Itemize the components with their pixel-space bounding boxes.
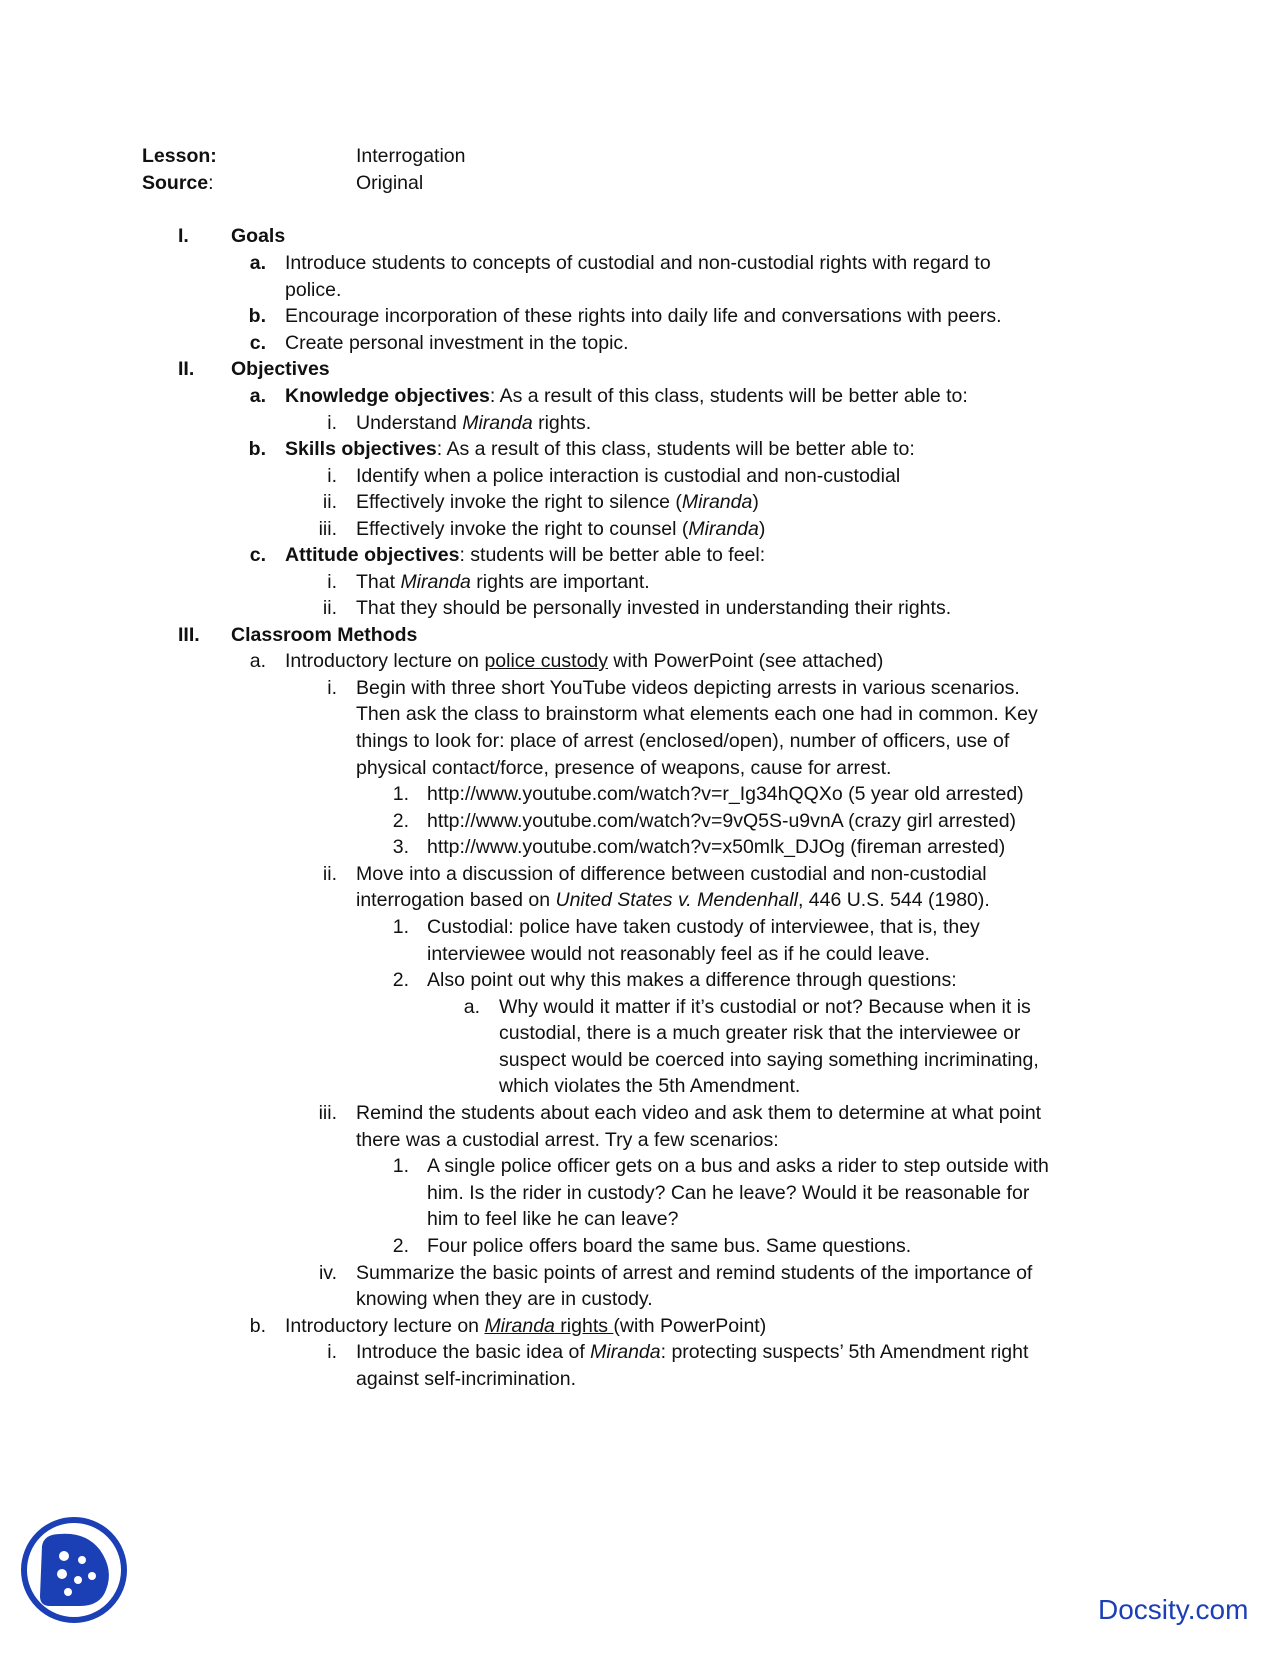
methods-a-ii-line2-post: , 446 U.S. 544 (1980). [797, 889, 990, 911]
methods-a-iii-1-line2: him. Is the rider in custody? Can he leave? Would it be reasonable for [427, 1182, 1030, 1204]
methods-a-iii-1-line3: him to feel like he can leave? [427, 1208, 679, 1230]
objectives-a-i-marker: i. [327, 412, 337, 434]
methods-a-i-line3: things to look for: place of arrest (enclosed/open), number of officers, use of [356, 730, 1010, 752]
objectives-b-ii-ital: Miranda [681, 491, 753, 513]
methods-a-iii-1-line1: A single police officer gets on a bus and asks a rider to step outside with [427, 1155, 1049, 1177]
methods-a-ii-2-text: Also point out why this makes a difference through questions: [427, 969, 957, 991]
goals-heading: Goals [231, 225, 286, 247]
methods-b-post: (with PowerPoint) [613, 1315, 767, 1337]
methods-a-ii-1-line2: interviewee would not reasonably feel as if he could leave. [427, 943, 930, 965]
objectives-b-marker: b. [248, 438, 266, 460]
methods-a-ii-1-line1: Custodial: police have taken custody of interviewee, that is, they [427, 916, 980, 938]
objectives-a-rest: : As a result of this class, students will be better able to: [489, 385, 968, 407]
objectives-c-i-text [356, 569, 650, 596]
objectives-c-marker: c. [249, 544, 266, 566]
methods-a-ii-line1: Move into a discussion of difference between custodial and non-custodial [356, 863, 987, 885]
methods-a-ii-line2 [356, 887, 990, 914]
methods-a-i-line2: Then ask the class to brainstorm what elements each one had in common. Key [356, 703, 1038, 725]
objectives-b-iii-pre: Effectively invoke the right to counsel ( [356, 518, 689, 540]
methods-a-text [285, 648, 883, 675]
objectives-b-ii-pre: Effectively invoke the right to silence ( [356, 491, 682, 513]
methods-a-ii-line2-pre: interrogation based on [356, 889, 556, 911]
miranda-rights-link-rest: rights [554, 1315, 614, 1337]
objectives-b-text [285, 436, 915, 463]
docsity-logo-icon[interactable] [20, 1516, 128, 1624]
goals-a-marker: a. [249, 252, 266, 274]
methods-a-ii-2-a-line4: which violates the 5th Amendment. [499, 1075, 801, 1097]
goals-c-text: Create personal investment in the topic. [285, 332, 629, 354]
source-colon: : [208, 172, 214, 194]
video-1-link[interactable]: http://www.youtube.com/watch?v=r_Ig34hQQXo (5 year old arrested) [427, 783, 1024, 805]
methods-numeral: III. [178, 624, 200, 646]
methods-b-i-line1 [356, 1339, 1028, 1366]
objectives-c-text [285, 542, 765, 569]
methods-a-ii-2-a-line2: custodial, there is a much greater risk that the interviewee or [499, 1022, 1021, 1044]
methods-b-marker: b. [249, 1315, 266, 1337]
lesson-label: Lesson: [142, 145, 217, 167]
knowledge-objectives-label: Knowledge objectives [285, 385, 490, 407]
methods-a-i-line1: Begin with three short YouTube videos depicting arrests in various scenarios. [356, 677, 1020, 699]
methods-a-iii-1-marker: 1. [392, 1155, 409, 1177]
objectives-b-rest: : As a result of this class, students will be better able to: [436, 438, 915, 460]
methods-b-i-marker: i. [327, 1341, 337, 1363]
methods-a-ii-2-marker: 2. [392, 969, 409, 991]
objectives-b-i-marker: i. [327, 465, 337, 487]
methods-b-i-line2: against self-incrimination. [356, 1368, 577, 1390]
methods-a-i-line4: physical contact/force, presence of weapons, cause for arrest. [356, 757, 892, 779]
objectives-c-i-pre: That [356, 571, 401, 593]
goals-a-line2: police. [285, 279, 342, 301]
objectives-a-i-pre: Understand [356, 412, 463, 434]
methods-b-i-ital: Miranda [590, 1341, 661, 1363]
video-2-marker: 2. [392, 810, 409, 832]
miranda-rights-link-ital: Miranda [484, 1315, 555, 1337]
goals-c-marker: c. [249, 332, 266, 354]
objectives-c-i-marker: i. [327, 571, 337, 593]
video-2-link[interactable]: http://www.youtube.com/watch?v=9vQ5S-u9vnA (crazy girl arrested) [427, 810, 1017, 832]
goals-b-text: Encourage incorporation of these rights into daily life and conversations with peers. [285, 305, 1002, 327]
docsity-brand-link[interactable]: Docsity.com [1098, 1594, 1249, 1625]
methods-b-i-pre: Introduce the basic idea of [356, 1341, 591, 1363]
methods-a-iii-marker: iii. [318, 1102, 337, 1124]
police-custody-link[interactable]: police custody [484, 650, 609, 672]
objectives-numeral: II. [178, 358, 195, 380]
methods-b-i-post: : protecting suspects’ 5th Amendment right [660, 1341, 1029, 1363]
methods-a-marker: a. [249, 650, 266, 672]
objectives-c-ii-text: That they should be personally invested in understanding their rights. [356, 597, 952, 619]
objectives-b-iii-post: ) [758, 518, 766, 540]
methods-a-iv-marker: iv. [318, 1262, 337, 1284]
objectives-b-ii-post: ) [752, 491, 759, 513]
methods-a-iv-line2: knowing when they are in custody. [356, 1288, 653, 1310]
methods-a-ii-marker: ii. [322, 863, 337, 885]
methods-a-ii-2-a-line1: Why would it matter if it’s custodial or not? Because when it is [499, 996, 1031, 1018]
objectives-b-ii-marker: ii. [322, 491, 337, 513]
objectives-heading: Objectives [231, 358, 330, 380]
methods-a-ii-1-marker: 1. [392, 916, 409, 938]
video-1-marker: 1. [392, 783, 409, 805]
objectives-a-i-post: rights. [532, 412, 592, 434]
methods-a-post: with PowerPoint (see attached) [608, 650, 884, 672]
goals-numeral: I. [178, 225, 189, 247]
attitude-objectives-label: Attitude objectives [285, 544, 460, 566]
case-name: United States v. Mendenhall [555, 889, 798, 911]
objectives-b-iii-text [356, 516, 765, 543]
methods-a-iii-line2: there was a custodial arrest. Try a few scenarios: [356, 1129, 779, 1151]
video-3-link[interactable]: http://www.youtube.com/watch?v=x50mlk_DJOg (fireman arrested) [427, 836, 1006, 858]
objectives-c-i-post: rights are important. [470, 571, 650, 593]
miranda-rights-link[interactable] [484, 1315, 613, 1337]
methods-a-iii-2-text: Four police offers board the same bus. Same questions. [427, 1235, 912, 1257]
goals-b-marker: b. [248, 305, 266, 327]
objectives-a-marker: a. [249, 385, 266, 407]
objectives-a-i-text [356, 410, 591, 437]
video-3-marker: 3. [392, 836, 409, 858]
objectives-b-i-text: Identify when a police interaction is custodial and non-custodial [356, 465, 901, 487]
methods-a-ii-2-a-line3: suspect would be coerced into saying something incriminating, [499, 1049, 1039, 1071]
objectives-b-iii-ital: Miranda [688, 518, 759, 540]
source-label-line [142, 170, 214, 197]
objectives-b-ii-text [356, 489, 759, 516]
skills-objectives-label: Skills objectives [285, 438, 437, 460]
methods-b-pre: Introductory lecture on [285, 1315, 485, 1337]
methods-b-text [285, 1313, 766, 1340]
objectives-c-rest: : students will be better able to feel: [459, 544, 766, 566]
objectives-c-ii-marker: ii. [322, 597, 337, 619]
methods-a-iii-2-marker: 2. [392, 1235, 409, 1257]
objectives-a-text [285, 383, 968, 410]
objectives-b-iii-marker: iii. [318, 518, 337, 540]
methods-a-iii-line1: Remind the students about each video and ask them to determine at what point [356, 1102, 1042, 1124]
methods-a-pre: Introductory lecture on [285, 650, 485, 672]
methods-a-iv-line1: Summarize the basic points of arrest and remind students of the importance of [356, 1262, 1033, 1284]
lesson-value: Interrogation [356, 145, 466, 167]
goals-a-line1: Introduce students to concepts of custodial and non-custodial rights with regard to [285, 252, 991, 274]
objectives-c-i-ital: Miranda [400, 571, 471, 593]
methods-heading: Classroom Methods [231, 624, 418, 646]
source-value: Original [356, 172, 424, 194]
objectives-a-i-ital: Miranda [462, 412, 533, 434]
methods-a-ii-2-a-marker: a. [463, 996, 480, 1018]
methods-a-i-marker: i. [327, 677, 337, 699]
source-label: Source [142, 172, 209, 194]
